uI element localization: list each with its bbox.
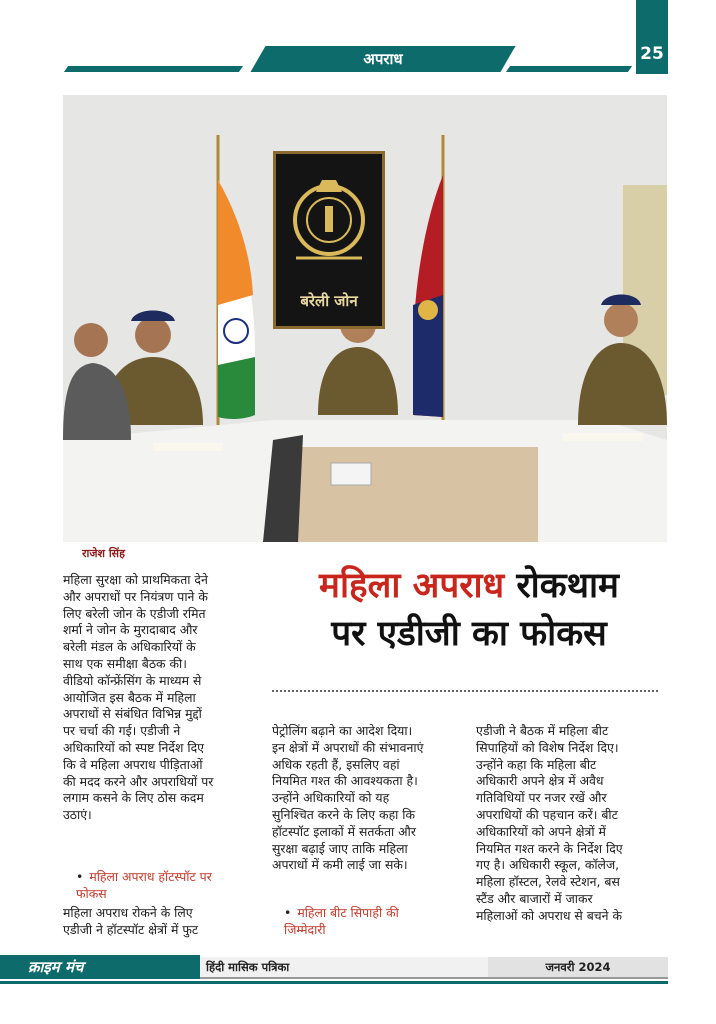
- column-1-text: [63, 572, 259, 824]
- footer-rule: [0, 981, 668, 984]
- text-line: कि वे महिला अपराध पीड़िताओं: [63, 756, 203, 772]
- text-line: अधिक रहती हैं, इसलिए वहां: [272, 756, 400, 772]
- footer-magazine: हिंदी मासिक पत्रिका: [206, 960, 290, 974]
- column-2-text: [272, 723, 464, 874]
- subheading-line: • महिला अपराध हॉटस्पॉट पर: [76, 869, 212, 884]
- subheading-hotspot-focus: [76, 869, 259, 903]
- police-emblem-icon: [276, 162, 382, 282]
- text-line: एडीजी ने हॉटस्पॉट क्षेत्रों में फुट: [63, 921, 199, 937]
- text-line: अपराधियों की पहचान करें। बीट: [476, 806, 618, 822]
- text-line: अपराधों में कमी लाई जा सके।: [272, 857, 408, 873]
- meeting-photo: [63, 95, 667, 542]
- bullet-dot-icon: •: [284, 905, 292, 920]
- text-line: इन क्षेत्रों में अपराधों की संभावनाएं: [272, 739, 424, 755]
- text-line: महिला हॉस्टल, रेलवे स्टेशन, बस: [476, 874, 620, 890]
- text-line: उन्होंने कहा कि महिला बीट: [476, 756, 597, 772]
- subheading-line: • महिला बीट सिपाही की: [284, 905, 399, 920]
- headline-dark-part: रोकथाम: [516, 566, 619, 606]
- text-line: नियमित गश्त की आवश्यकता है।: [272, 773, 418, 789]
- text-line: गतिविधियों पर नजर रखें और: [476, 790, 607, 806]
- subheading-women-beat-responsibility: [284, 905, 464, 939]
- headline: [270, 562, 668, 658]
- text-line: महिला सुरक्षा को प्राथमिकता देने: [63, 572, 208, 587]
- headline-red-part: महिला अपराध: [319, 566, 505, 606]
- subheading-line: जिम्मेदारी: [284, 921, 326, 937]
- headline-line-2: पर एडीजी का फोकस: [331, 614, 607, 654]
- text-line: की मदद करने और अपराधियों पर: [63, 773, 214, 789]
- text-line: पेट्रोलिंग बढ़ाने का आदेश दिया।: [272, 723, 413, 738]
- text-line: शर्मा ने जोन के मुरादाबाद और: [63, 622, 198, 638]
- page-number: 25: [640, 44, 664, 64]
- footer-issue: जनवरी 2024: [545, 960, 611, 974]
- text-line: एडीजी ने बैठक में महिला बीट: [476, 723, 609, 738]
- text-line: बरेली मंडल के अधिकारियों के: [63, 639, 196, 655]
- byline: राजेश सिंह: [82, 547, 125, 560]
- text-line: गए है। अधिकारी स्कूल, कॉलेज,: [476, 857, 620, 873]
- text-line: सुनिश्चित करने के लिए कहा कि: [272, 806, 416, 822]
- text-line: अपराधों से संबंधित विभिन्न मुद्दों: [63, 706, 202, 722]
- text-line: अधिकारियों को अपने क्षेत्रों में: [476, 823, 606, 839]
- text-line: सुरक्षा बढ़ाई जाए ताकि महिला: [272, 840, 408, 856]
- headline-line-1: [270, 562, 668, 610]
- text-line: आयोजित इस बैठक में महिला: [63, 689, 196, 705]
- column-1-text-continued: [63, 905, 259, 939]
- bullet-dot-icon: •: [76, 869, 84, 884]
- text-line: लिए बरेली जोन के एडीजी रमित: [63, 605, 206, 621]
- header-stripe-left: [64, 66, 243, 72]
- text-line: स्टैंड और बाजारों में जाकर: [476, 890, 593, 906]
- text-line: और अपराधों पर नियंत्रण पाने के: [63, 588, 208, 604]
- text-line: उन्होंने अधिकारियों को यह: [272, 790, 390, 806]
- text-line: अधिकारियों को स्पष्ट निर्देश दिए: [63, 739, 204, 755]
- text-line: पर चर्चा की गई। एडीजी ने: [63, 723, 181, 739]
- section-title: अपराध: [363, 50, 403, 68]
- subheading-line: फोकस: [76, 885, 107, 901]
- footer-brand: क्राइम मंच: [28, 958, 84, 976]
- text-line: लगाम कसने के लिए ठोस कदम: [63, 790, 204, 806]
- header-stripe-right: [506, 66, 632, 72]
- text-line: नियमित गश्त करने के निर्देश दिए: [476, 840, 623, 856]
- text-line: उठाएं।: [63, 807, 92, 823]
- text-line: साथ एक समीक्षा बैठक की।: [63, 655, 187, 671]
- text-line: वीडियो कॉन्फ्रेंसिंग के माध्यम से: [63, 672, 202, 688]
- text-line: हॉटस्पॉट इलाकों में सतर्कता और: [272, 823, 416, 839]
- text-line: महिलाओं को अपराध से बचने के: [476, 907, 623, 923]
- text-line: महिला अपराध रोकने के लिए: [63, 905, 193, 920]
- zone-board-text: बरेली जोन: [300, 292, 358, 310]
- text-line: अधिकारी अपने क्षेत्र में अवैध: [476, 773, 604, 789]
- text-line: सिपाहियों को विशेष निर्देश दिए।: [476, 739, 619, 755]
- headline-divider: [272, 690, 658, 692]
- column-3-text: [476, 723, 668, 925]
